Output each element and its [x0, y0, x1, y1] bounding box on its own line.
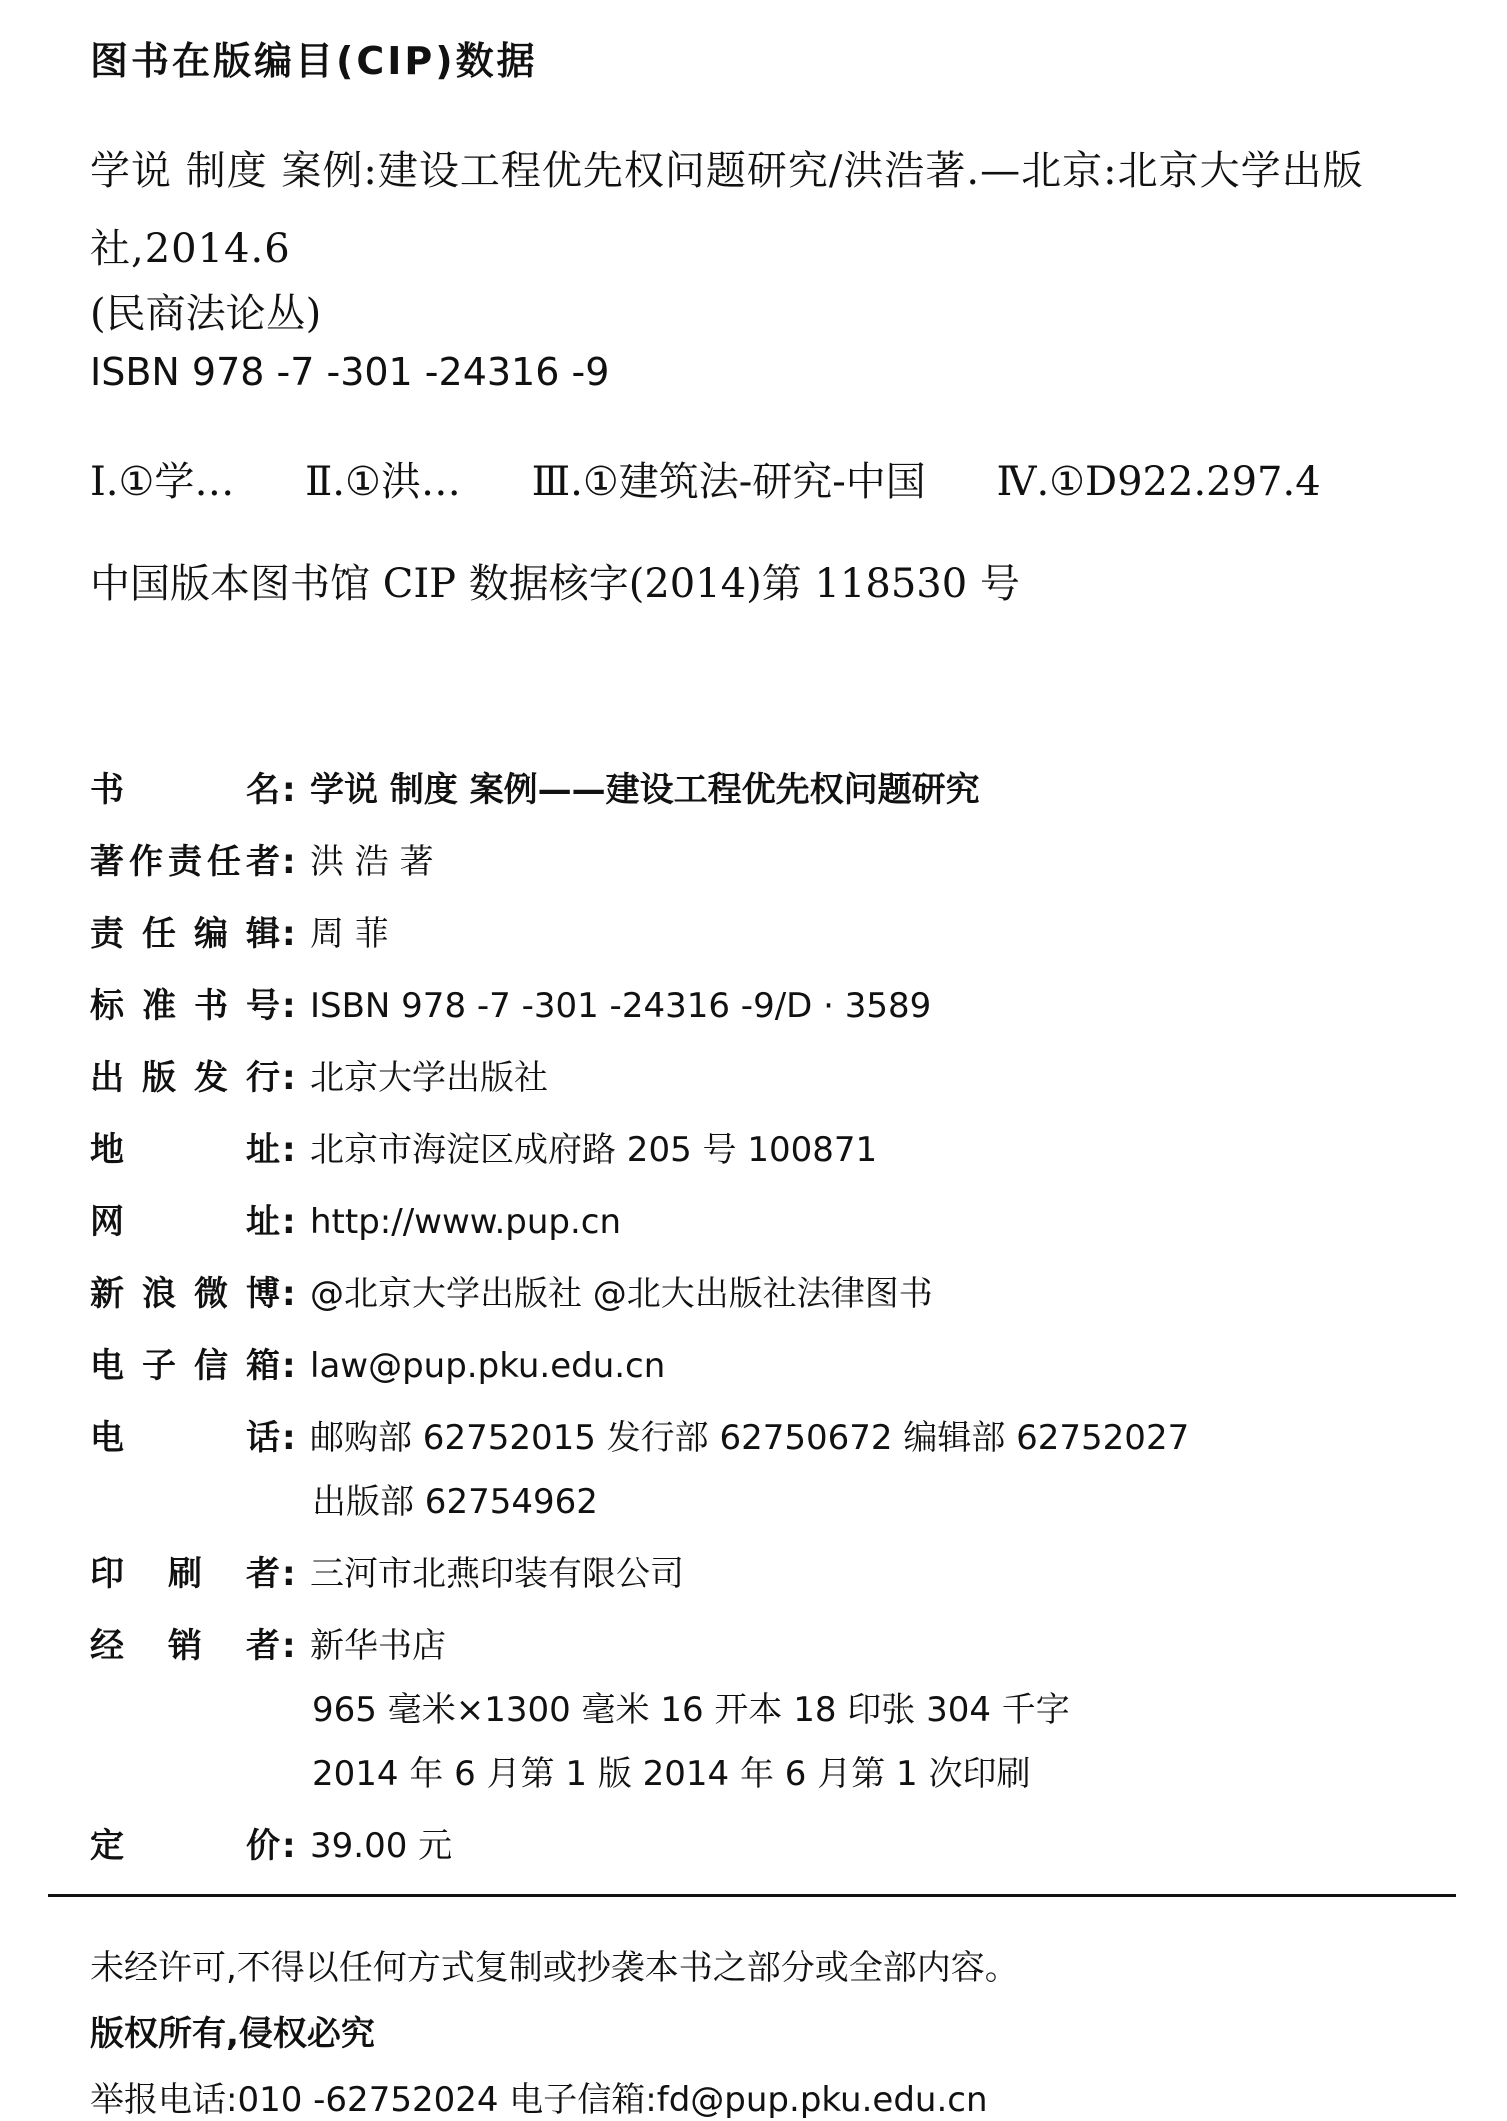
price-label: 定 价: [90, 1826, 280, 1866]
classification-2: Ⅱ.①洪…: [305, 459, 461, 505]
book-name-label: 书 名: [90, 770, 280, 810]
printer-row: 印 刷 者 : 三河市北燕印装有限公司: [90, 1546, 684, 1595]
standard-no-label: 标 准 书 号: [90, 986, 280, 1026]
standard-no-row: 标 准 书 号 : ISBN 978 -7 -301 -24316 -9/D · 3589: [90, 978, 931, 1027]
report-contact: 举报电话:010 -62752024 电子信箱:fd@pup.pku.edu.cn: [90, 2080, 988, 2120]
weibo-label: 新 浪 微 博: [90, 1274, 280, 1314]
publisher-value: 北京大学出版社: [310, 1058, 548, 1098]
phone-label: 电 话: [90, 1418, 280, 1458]
classification-3: Ⅲ.①建筑法-研究-中国: [531, 459, 926, 505]
distributor-value: 新华书店: [310, 1626, 446, 1666]
phone-value-line1: 邮购部 62752015 发行部 62750672 编辑部 62752027: [310, 1418, 1190, 1458]
website-row: 网 址 : http://www.pup.cn: [90, 1194, 621, 1243]
publisher-label: 出 版 发 行: [90, 1058, 280, 1098]
edition-line: 2014 年 6 月第 1 版 2014 年 6 月第 1 次印刷: [312, 1754, 1031, 1794]
price-row: 定 价 : 39.00 元: [90, 1818, 452, 1867]
website-value: http://www.pup.cn: [310, 1202, 622, 1242]
price-value: 39.00 元: [310, 1826, 453, 1866]
publisher-row: 出 版 发 行 : 北京大学出版社: [90, 1050, 548, 1099]
divider-rule: [48, 1894, 1456, 1897]
distributor-row: 经 销 者 : 新华书店: [90, 1618, 446, 1667]
rights-reserved: 版权所有,侵权必究: [90, 2014, 375, 2054]
printer-label: 印 刷 者: [90, 1554, 280, 1594]
phone-row: 电 话 : 邮购部 62752015 发行部 62750672 编辑部 62752027: [90, 1410, 1189, 1459]
email-row: 电 子 信 箱 : law@pup.pku.edu.cn: [90, 1338, 665, 1387]
weibo-value: @北京大学出版社 @北大出版社法律图书: [310, 1274, 933, 1314]
cip-record-number: 中国版本图书馆 CIP 数据核字(2014)第 118530 号: [90, 561, 1020, 607]
editor-value: 周 菲: [310, 914, 389, 954]
email-label: 电 子 信 箱: [90, 1346, 280, 1386]
cip-heading: 图书在版编目(CIP)数据: [90, 39, 538, 83]
address-value: 北京市海淀区成府路 205 号 100871: [310, 1130, 878, 1170]
author-label: 著 作 责 任 者: [90, 842, 280, 882]
printer-value: 三河市北燕印装有限公司: [310, 1554, 684, 1594]
website-label: 网 址: [90, 1202, 280, 1242]
cip-isbn: ISBN 978 -7 -301 -24316 -9: [90, 350, 610, 394]
editor-row: 责 任 编 辑 : 周 菲: [90, 906, 389, 955]
phone-value-line2: 出版部 62754962: [312, 1482, 598, 1522]
classification-4: Ⅳ.①D922.297.4: [996, 459, 1321, 505]
editor-label: 责 任 编 辑: [90, 914, 280, 954]
classification-1: Ⅰ.①学…: [90, 459, 235, 505]
author-row: 著 作 责 任 者 : 洪 浩 著: [90, 834, 434, 883]
cip-classification: [90, 450, 1321, 507]
book-name-row: 书 名 : 学说 制度 案例——建设工程优先权问题研究: [90, 762, 980, 811]
cip-title-line: 学说 制度 案例:建设工程优先权问题研究/洪浩著.—北京:北京大学出版社,2014.6: [90, 148, 1364, 272]
author-value: 洪 浩 著: [310, 842, 434, 882]
weibo-row: 新 浪 微 博 : @北京大学出版社 @北大出版社法律图书: [90, 1266, 933, 1315]
book-name-value: 学说 制度 案例——建设工程优先权问题研究: [310, 770, 980, 810]
format-line: 965 毫米×1300 毫米 16 开本 18 印张 304 千字: [312, 1690, 1070, 1730]
cip-series: (民商法论丛): [90, 291, 322, 337]
standard-no-value: ISBN 978 -7 -301 -24316 -9/D · 3589: [310, 986, 932, 1026]
address-row: 地 址 : 北京市海淀区成府路 205 号 100871: [90, 1122, 877, 1171]
email-value: law@pup.pku.edu.cn: [310, 1346, 666, 1386]
copy-notice: 未经许可,不得以任何方式复制或抄袭本书之部分或全部内容。: [90, 1948, 1019, 1988]
distributor-label: 经 销 者: [90, 1626, 280, 1666]
address-label: 地 址: [90, 1130, 280, 1170]
